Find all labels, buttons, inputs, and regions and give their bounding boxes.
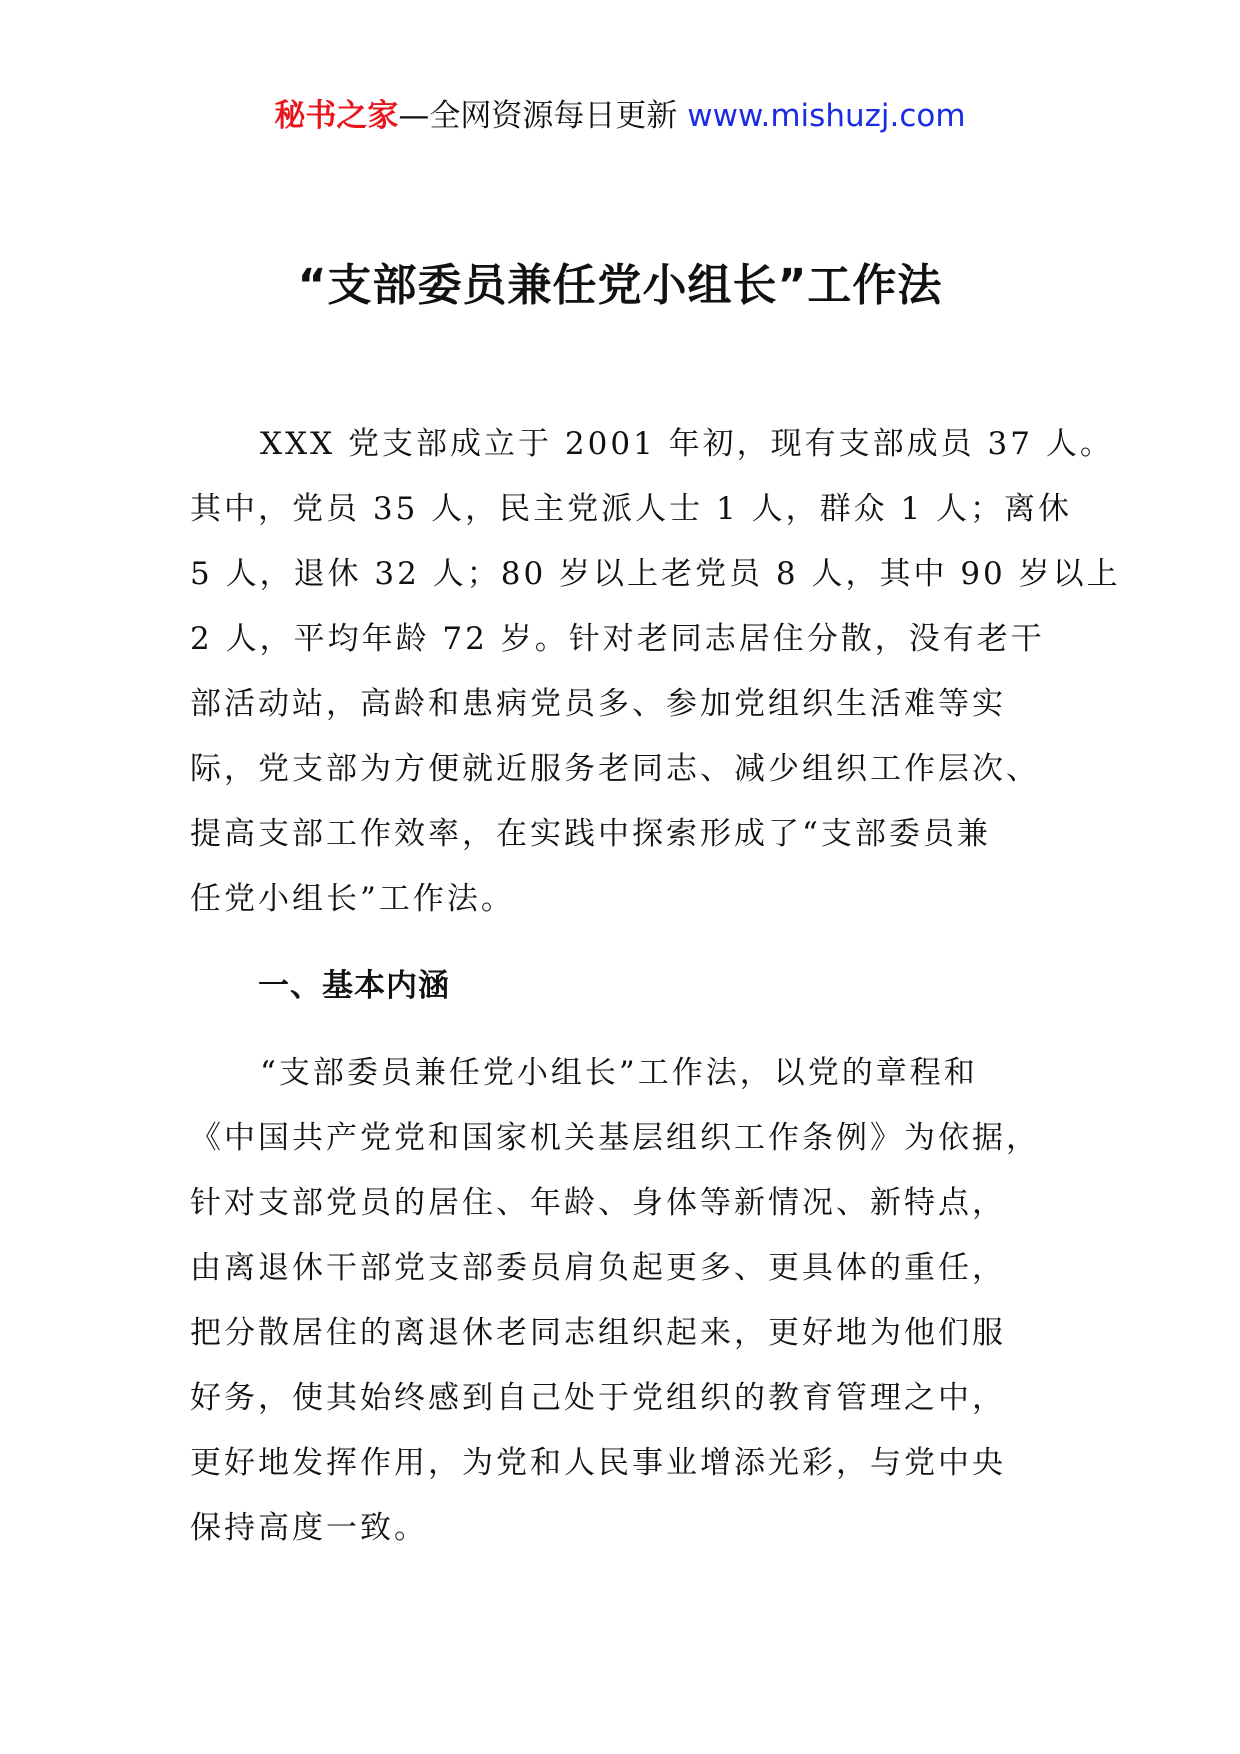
site-brand: 秘书之家	[274, 98, 399, 134]
section1-line: 《中国共产党党和国家机关基层组织工作条例》为依据，	[190, 1120, 1040, 1156]
document-body	[190, 412, 1121, 1561]
intro-line: 2 人，平均年龄 72 岁。针对老同志居住分散，没有老干	[190, 621, 1045, 657]
section1-line: 针对支部党员的居住、年龄、身体等新情况、新特点，	[190, 1185, 1006, 1221]
spacer	[190, 1019, 1090, 1041]
spacer	[190, 932, 1090, 954]
site-tagline: —全网资源每日更新	[398, 98, 688, 134]
intro-line: 5 人，退休 32 人；80 岁以上老党员 8 人，其中 90 岁以上	[190, 556, 1121, 592]
intro-line: 其中，党员 35 人，民主党派人士 1 人，群众 1 人；离休	[190, 491, 1073, 527]
document-title: “支部委员兼任党小组长”工作法	[297, 260, 943, 311]
section1-paragraph	[190, 1041, 1090, 1561]
section1-line: 更好地发挥作用，为党和人民事业增添光彩，与党中央	[190, 1445, 1006, 1481]
intro-line: 提高支部工作效率，在实践中探索形成了“支部委员兼	[190, 816, 991, 852]
intro-line: 任党小组长”工作法。	[190, 881, 515, 917]
intro-line: 际，党支部为方便就近服务老同志、减少组织工作层次、	[190, 751, 1040, 787]
site-header	[0, 96, 1240, 136]
intro-line: XXX 党支部成立于 2001 年初，现有支部成员 37 人。	[260, 426, 1114, 462]
intro-paragraph	[190, 412, 1121, 932]
section1-line: “支部委员兼任党小组长”工作法，以党的章程和	[260, 1055, 978, 1091]
section1-line: 保持高度一致。	[190, 1510, 428, 1546]
section1-line: 好务，使其始终感到自己处于党组织的教育管理之中，	[190, 1380, 1006, 1416]
section-heading-basic-meaning: 一、基本内涵	[258, 968, 450, 1004]
site-url-link[interactable]: www.mishuzj.com	[687, 98, 966, 134]
section1-line: 由离退休干部党支部委员肩负起更多、更具体的重任，	[190, 1250, 1006, 1286]
section1-line: 把分散居住的离退休老同志组织起来，更好地为他们服	[190, 1315, 1006, 1351]
intro-line: 部活动站，高龄和患病党员多、参加党组织生活难等实	[190, 686, 1006, 722]
